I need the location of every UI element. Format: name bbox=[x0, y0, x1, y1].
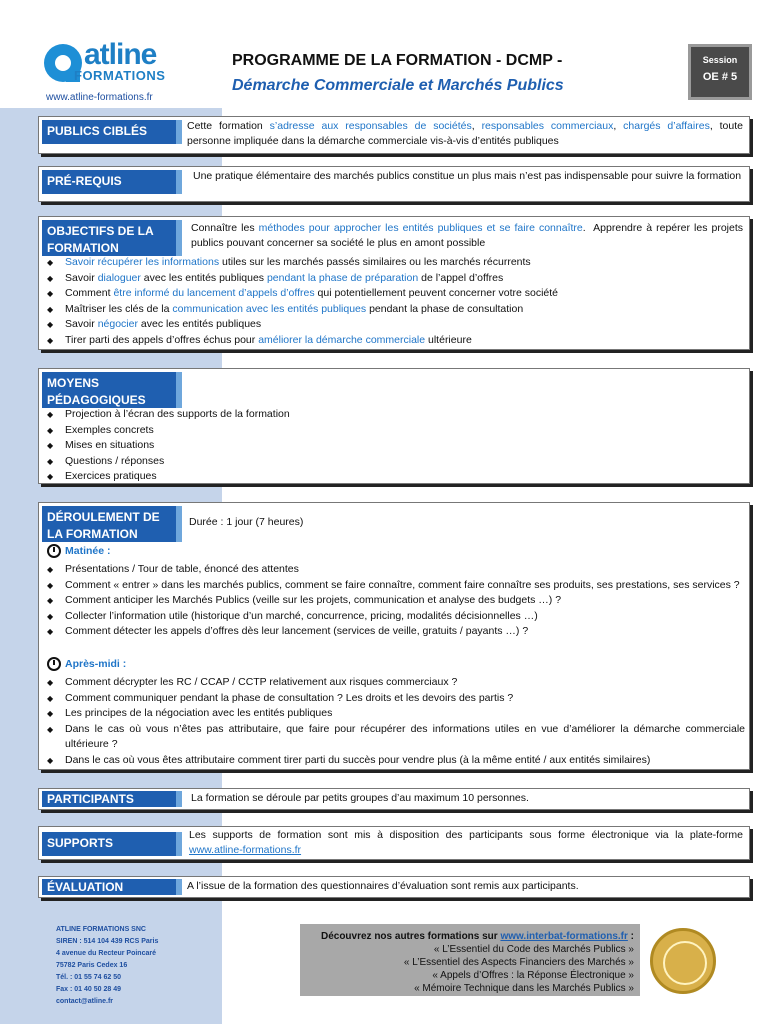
list-item: ◆ Comment décrypter les RC / CCAP / CCTP relativement aux risques commerciaux ? bbox=[45, 675, 745, 691]
promo-intro-line bbox=[300, 930, 634, 943]
company-info bbox=[56, 924, 158, 1008]
list-item: ◆ Savoir récupérer les informations utiles sur les marchés passés similaires ou les marchés récurrents bbox=[45, 255, 558, 271]
list-item: ◆ Exercices pratiques bbox=[45, 469, 290, 485]
company-address-1: 4 avenue du Recteur Poincaré bbox=[56, 950, 156, 957]
promo-item: « Appels d’Offres : la Réponse Électronique » bbox=[432, 970, 634, 981]
apresmidi-list bbox=[45, 675, 745, 768]
section-label: DÉROULEMENT DE LA FORMATION bbox=[42, 506, 182, 542]
list-item: ◆ Savoir dialoguer avec les entités publiques pendant la phase de préparation de l’appel d’offres bbox=[45, 271, 558, 287]
list-item: ◆ Projection à l’écran des supports de la formation bbox=[45, 407, 290, 423]
company-siren: SIREN : 514 104 439 RCS Paris bbox=[56, 938, 159, 945]
list-item: ◆ Présentations / Tour de table, énoncé des attentes bbox=[45, 562, 745, 578]
promo-item: « L’Essentiel des Aspects Financiers des Marchés » bbox=[403, 957, 634, 968]
list-item: ◆ Dans le cas où vous êtes attributaire comment tirer parti du succès pour vendre plus (à la même entité / aux entités similaires) bbox=[45, 753, 745, 769]
section-label: SUPPORTS bbox=[42, 832, 182, 856]
matinee-list bbox=[45, 562, 745, 640]
promo-item: « Mémoire Technique dans les Marchés Publics » bbox=[414, 983, 634, 994]
promo-link[interactable]: www.interbat-formations.fr bbox=[500, 931, 628, 942]
company-tel: Tél. : 01 55 74 62 50 bbox=[56, 974, 121, 981]
promo-intro: Découvrez nos autres formations sur bbox=[320, 931, 498, 942]
objectifs-list bbox=[45, 255, 558, 348]
list-item: ◆ Collecter l’information utile (historique d’un marché, concurrence, pricing, modalités décisionnelles …) bbox=[45, 609, 745, 625]
section-label: ÉVALUATION bbox=[42, 879, 182, 895]
page-subtitle: Démarche Commerciale et Marchés Publics bbox=[232, 77, 564, 94]
list-item: ◆ Comment détecter les appels d’offres dès leur lancement (services de veille, gratuits / payants …) ? bbox=[45, 624, 745, 640]
company-email[interactable]: contact@atline.fr bbox=[56, 998, 114, 1005]
objectifs-intro: Connaître les méthodes pour approcher les entités publiques et se faire connaître. Apprendre à repérer les projets publics pouvant concerner sa société le plus en amont possible bbox=[191, 222, 744, 249]
section-label: PRÉ-REQUIS bbox=[42, 170, 182, 194]
participants-text: La formation se déroule par petits groupes d’au maximum 10 personnes. bbox=[191, 792, 529, 804]
section-moyens bbox=[38, 368, 750, 484]
matinee-label: Matinée : bbox=[65, 544, 111, 557]
list-item: ◆ Exemples concrets bbox=[45, 423, 290, 439]
list-item: ◆ Questions / réponses bbox=[45, 454, 290, 470]
page-title: PROGRAMME DE LA FORMATION - DCMP - bbox=[232, 52, 563, 69]
list-item: ◆ Dans le cas où vous n’êtes pas attributaire, que faire pour récupérer des informations utiles en vue d’améliorer la démarche commerciale ultérieure ? bbox=[45, 722, 745, 753]
list-item: ◆ Comment anticiper les Marchés Publics (veille sur les projets, communication et analyse des budgets …) ? bbox=[45, 593, 745, 609]
moyens-list bbox=[45, 407, 290, 485]
company-fax: Fax : 01 40 50 28 49 bbox=[56, 986, 121, 993]
clock-icon bbox=[47, 657, 61, 671]
supports-text bbox=[189, 828, 749, 858]
section-label: OBJECTIFS DE LA FORMATION bbox=[42, 220, 182, 256]
list-item: ◆ Maîtriser les clés de la communication avec les entités publiques pendant la phase de consultation bbox=[45, 302, 558, 318]
section-prerequis bbox=[38, 166, 750, 202]
section-evaluation bbox=[38, 876, 750, 898]
session-badge bbox=[688, 44, 752, 100]
logo-name: atline bbox=[84, 38, 157, 71]
atline-logo[interactable] bbox=[40, 40, 180, 104]
clock-icon bbox=[47, 544, 61, 558]
matinee-heading bbox=[47, 544, 111, 558]
list-item: ◆ Savoir négocier avec les entités publiques bbox=[45, 317, 558, 333]
section-publics bbox=[38, 116, 750, 154]
section-label: PUBLICS CIBLÉS bbox=[42, 120, 182, 144]
prerequis-text: Une pratique élémentaire des marchés publics constitue un plus mais n’est pas indispensable pour suivre la formation bbox=[193, 170, 742, 182]
list-item: ◆ Tirer parti des appels d’offres échus pour améliorer la démarche commerciale ultérieure bbox=[45, 333, 558, 349]
session-value: OE # 5 bbox=[702, 71, 738, 83]
apresmidi-heading bbox=[47, 657, 126, 671]
list-item: ◆ Comment être informé du lancement d’appels d’offres qui potentiellement peuvent concerner votre société bbox=[45, 286, 558, 302]
publics-text: Cette formation s’adresse aux responsables de sociétés, responsables commerciaux, chargés d’affaires, toute personne impliquée dans la démarche commerciale vis-à-vis d’entités publiques bbox=[187, 120, 743, 147]
supports-body: Les supports de formation sont mis à disposition des participants sous forme électronique via la plate-forme bbox=[189, 829, 743, 841]
supports-link[interactable]: www.atline-formations.fr bbox=[189, 844, 302, 856]
evaluation-text: A l’issue de la formation des questionnaires d’évaluation sont remis aux participants. bbox=[187, 880, 579, 892]
apresmidi-label: Après-midi : bbox=[65, 657, 127, 670]
promo-item: « L’Essentiel du Code des Marchés Publics » bbox=[433, 944, 634, 955]
logo-subtitle: FORMATIONS bbox=[74, 68, 166, 83]
section-deroulement bbox=[38, 502, 750, 770]
promo-colon: : bbox=[627, 931, 634, 942]
duree-text: Durée : 1 jour (7 heures) bbox=[189, 516, 304, 528]
atline-seal-icon bbox=[650, 928, 716, 994]
session-label: Session bbox=[702, 55, 738, 65]
promo-box bbox=[300, 924, 640, 996]
company-address-2: 75782 Paris Cedex 16 bbox=[56, 962, 128, 969]
company-name: ATLINE FORMATIONS SNC bbox=[56, 926, 146, 933]
list-item: ◆ Comment communiquer pendant la phase de consultation ? Les droits et les devoirs des partis ? bbox=[45, 691, 745, 707]
section-label: MOYENS PÉDAGOGIQUES bbox=[42, 372, 182, 408]
section-objectifs bbox=[38, 216, 750, 350]
section-participants bbox=[38, 788, 750, 810]
logo-url[interactable]: www.atline-formations.fr bbox=[46, 92, 153, 103]
list-item: ◆ Comment « entrer » dans les marchés publics, comment se faire connaître, comment faire connaître ses produits, ses prestations, ses services ? bbox=[45, 578, 745, 594]
section-supports bbox=[38, 826, 750, 860]
section-label: PARTICIPANTS bbox=[42, 791, 182, 807]
list-item: ◆ Les principes de la négociation avec les entités publiques bbox=[45, 706, 745, 722]
list-item: ◆ Mises en situations bbox=[45, 438, 290, 454]
